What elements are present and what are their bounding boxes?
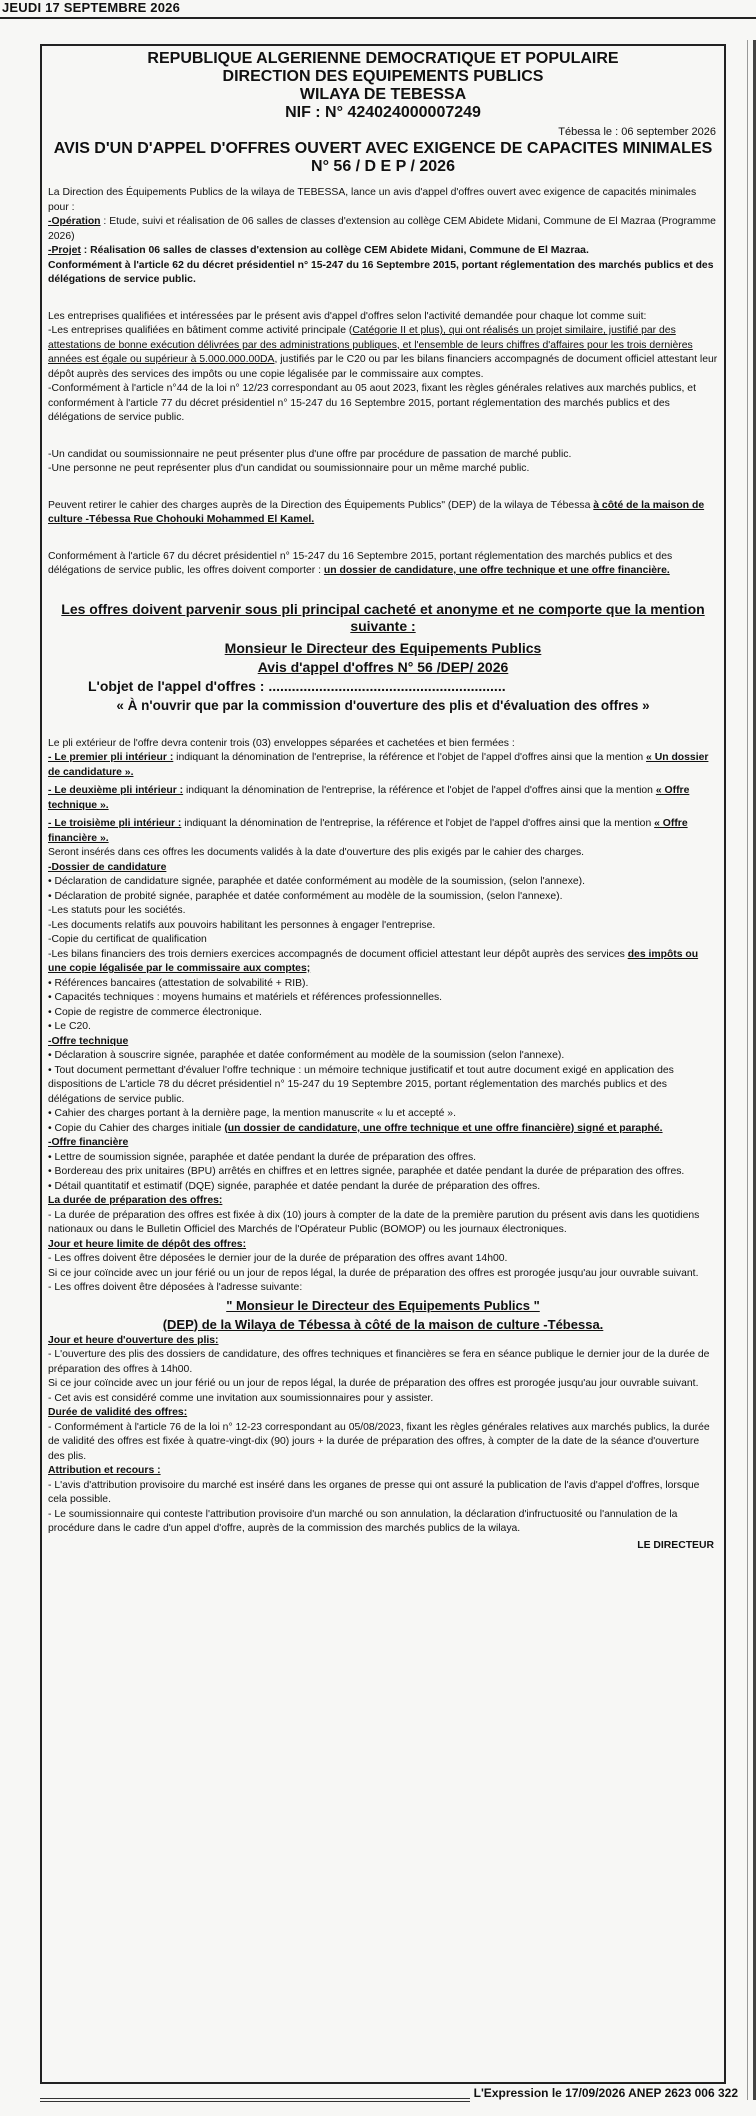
attribution-label: Attribution et recours :: [48, 1465, 161, 1476]
copie-cahier-a: • Copie du Cahier des charges initiale: [48, 1122, 225, 1134]
inseres: Seront insérés dans ces offres les documents validés à la date d'ouverture des plis exigés par le cahier des charges.: [48, 847, 585, 858]
jour-depot-text: - Les offres doivent être déposées le dernier jour de la durée de préparation des offres avant 14h00.: [48, 1253, 508, 1264]
pli2-text: indiquant la dénomination de l'entreprise, la référence et l'objet de l'appel d'offres ainsi que la mention: [183, 785, 656, 796]
header-direction: DIRECTION DES EQUIPEMENTS PUBLICS: [222, 68, 544, 85]
pli1-text: indiquant la dénomination de l'entreprise, la référence et l'objet de l'appel d'offres ainsi que la mention: [173, 752, 647, 763]
dossier-label: -Dossier de candidature: [48, 861, 167, 873]
conformement-62: Conformément à l'article 62 du décret présidentiel n° 15-247 du 16 Septembre 2015, portant réglementation des marchés publics et des délégations de service public.: [48, 259, 714, 285]
conformement-67-a: Conformément à l'article 67 du décret présidentiel n° 15-247 du 16 Septembre 2015, portant réglementation des marchés publics et des délégations de service public, les offres doivent comporter :: [48, 550, 673, 576]
entreprises-paragraph: [48, 324, 718, 382]
retirer-paragraph: [48, 499, 718, 528]
notice-title: AVIS D'UN D'APPEL D'OFFRES OUVERT AVEC EXIGENCE DE CAPACITES MINIMALES N° 56 / D E P / 2026: [53, 140, 713, 175]
financiere-item-1: • Lettre de soumission signée, paraphée et datée pendant la durée de préparation des offres.: [48, 1151, 477, 1163]
ouverture-label: Jour et heure d'ouverture des plis:: [48, 1334, 219, 1346]
conformement-67: [48, 550, 718, 579]
dossier-item-6: • Références bancaires (attestation de solvabilité + RIB).: [48, 977, 309, 989]
financiere-label: -Offre financière: [48, 1137, 129, 1148]
retirer-a: Peuvent retirer le cahier des charges auprès de la Direction des Équipements Publics" (DEP) de la wilaya de Tébessa: [48, 499, 594, 511]
pli3: [48, 817, 718, 846]
entreprises-intro: Les entreprises qualifiées et intéressées par le présent avis d'appel d'offres selon l'activité demandée pour chaque lot comme suit:: [48, 310, 647, 322]
bilans-paragraph: [48, 948, 718, 977]
newspaper-date: JEUDI 17 SEPTEMBRE 2026: [2, 0, 181, 15]
top-rule: [0, 17, 756, 19]
technique-item-3: • Cahier des charges portant à la dernière page, la mention manuscrite « lu et accepté ».: [48, 1108, 456, 1119]
ferie-1: Si ce jour coïncide avec un jour férié ou un jour de repos légal, la durée de préparation des offres est prorogée jusqu'au jour ouvrable suivant.: [48, 1267, 699, 1279]
pli3-text: indiquant la dénomination de l'entreprise, la référence et l'objet de l'appel d'offres ainsi que la mention: [181, 818, 655, 829]
pli3-mention: « Offre financière ».: [48, 818, 688, 844]
intro-paragraph: La Direction des Équipements Publics de la wilaya de TEBESSA, lance un avis d'appel d'offres ouvert avec exigence de capacités minimales pour :: [48, 187, 697, 213]
technique-label: -Offre technique: [48, 1035, 129, 1047]
monsieur-directeur: Monsieur le Directeur des Equipements Publics: [224, 639, 542, 656]
pli-exterieur: Le pli extérieur de l'offre devra contenir trois (03) enveloppes séparées et cachetées et bien fermées :: [48, 737, 515, 749]
financiere-item-2: • Bordereau des prix unitaires (BPU) arrêtés en chiffres et en lettres signée, paraphée et datée pendant la durée de préparation des offres.: [48, 1166, 685, 1177]
entreprises-a: -Les entreprises qualifiées en bâtiment comme activité principale (: [48, 325, 353, 336]
signature: LE DIRECTEUR: [637, 1539, 714, 1551]
copie-cahier-b: (un dossier de candidature, une offre technique et une offre financière) signé et paraphé.: [224, 1122, 663, 1134]
date-place: Tébessa le : 06 september 2026: [558, 126, 716, 138]
conformement-44: -Conformément à l'article n°44 de la loi n° 12/23 correspondant au 05 aout 2023, fixant les règles générales relatives aux marchés publics, et conformément à l'article 77 du décret présidentiel n° 15-247 du 16 Septembre 2015, portant réglementation des marchés publics et des délégations de service public.: [48, 383, 696, 423]
copie-cahier: [48, 1122, 718, 1137]
validite-label: Durée de validité des offres:: [48, 1407, 188, 1418]
dossier-item-7: • Capacités techniques : moyens humains et matériels et références professionnelles.: [48, 992, 443, 1003]
dossier-item-1: • Déclaration de candidature signée, paraphée et datée conformément au modèle de la soumission, (selon l'annexe).: [48, 876, 586, 887]
entreprises-b: Catégorie II et plus), qui ont réalisés un projet similaire, justifié par des attestations de bonne exécution délivrées par des administrations publiques, et l'ensemble de leurs chiffres d'affaires pour les trois dernières années est égale ou supérieur à 5.000.000.00DA: [48, 325, 693, 365]
bilans-a: -Les bilans financiers des trois derniers exercices accompagnés de document officiel attestant leur dépôt auprès des services: [48, 948, 628, 960]
ferie-2: Si ce jour coïncide avec un jour férié ou un jour de repos légal, la durée de préparation des offres est prorogée jusqu'au jour ouvrable suivant.: [48, 1378, 699, 1389]
offres-parvenir: Les offres doivent parvenir sous pli principal cacheté et anonyme et ne comporte que la mention suivante :: [61, 600, 705, 634]
right-column-rule-thin: [747, 40, 748, 2100]
bilans-b: des impôts ou une copie légalisée par le commissaire aux comptes;: [48, 948, 699, 974]
notice-content: [46, 50, 720, 1553]
header-nif: NIF : N° 424024000007249: [285, 104, 481, 121]
contestation-text: - Le soumissionnaire qui conteste l'attribution provisoire d'un marché ou son annulation, la déclaration d'infructuosité ou l'annulation de la procédure dans le cadre d'un appel d'offre, auprès de la commission des marchés publics de la wilaya.: [48, 1508, 678, 1534]
candidat-unique: -Un candidat ou soumissionnaire ne peut présenter plus d'une offre par procédure de passation de marché public.: [48, 448, 572, 460]
duree-label: La durée de préparation des offres:: [48, 1195, 223, 1206]
operation-text: : Etude, suivi et réalisation de 06 salles de classes d'extension au collège CEM Abidete Midani, Commune de El Mazraa (Programme 2026): [48, 216, 716, 242]
dossier-item-5: -Copie du certificat de qualification: [48, 934, 207, 945]
a-nouvrir: « À n'ouvrir que par la commission d'ouverture des plis et d'évaluation des offres »: [116, 697, 650, 713]
adresse-line-2: (DEP) de la Wilaya de Tébessa à côté de la maison de culture -Tébessa.: [162, 1316, 604, 1332]
dossier-item-2: • Déclaration de probité signée, paraphée et datée conformément au modèle de la soumission, (selon l'annexe).: [48, 890, 563, 902]
financiere-item-3: • Détail quantitatif et estimatif (DQE) signée, paraphée et datée pendant la durée de préparation des offres.: [48, 1180, 541, 1192]
footer-rule: [40, 2098, 470, 2102]
validite-text: - Conformément à l'article 76 de la loi n° 12-23 correspondant au 05/08/2023, fixant les règles générales relatives aux marchés publics, la durée de validité des offres est fixée à quatre-vingt-dix (90) jours + la durée de préparation des offres, à compter de la date de la séance d'ouverture des plis.: [48, 1421, 710, 1462]
dossier-item-3: -Les statuts pour les sociétés.: [48, 905, 186, 916]
projet-paragraph: [48, 244, 718, 259]
operation-label: -Opération: [48, 216, 101, 227]
pli2: [48, 784, 718, 813]
personne-unique: -Une personne ne peut représenter plus d'un candidat ou soumissionnaire pour un même marché public.: [48, 463, 530, 474]
invitation: - Cet avis est considéré comme une invitation aux soumissionnaires pour y assister.: [48, 1392, 434, 1404]
entreprises-c: , justifiés par le C20 ou par les bilans financiers accompagnés de document officiel attestant leur dépôt auprès des services des impôts ou une copie légalisée par le commissaire aux comptes.: [48, 354, 718, 380]
dossier-item-8: • Copie de registre de commerce électronique.: [48, 1006, 262, 1018]
footer-publication: L'Expression le 17/09/2026 ANEP 2623 006 322: [473, 2086, 738, 2100]
pli3-label: - Le troisième pli intérieur :: [48, 818, 182, 829]
adresse-intro: - Les offres doivent être déposées à l'adresse suivante:: [48, 1282, 303, 1293]
ouverture-text: - L'ouverture des plis des dossiers de candidature, des offres techniques et financières se fera en séance publique le dernier jour de la durée de préparation des offres à 14h00.: [48, 1349, 710, 1375]
avis-ref: Avis d'appel d'offres N° 56 /DEP/ 2026: [257, 658, 509, 675]
operation-paragraph: [48, 215, 718, 244]
duree-text: - La durée de préparation des offres est fixée à dix (10) jours à compter de la date de la première parution du présent avis dans les quotidiens nationaux ou dans le Bulletin Officiel des Marchés de l'Opérateur Public (BOMOP) ou les journaux électroniques.: [48, 1209, 700, 1235]
pli1-label: - Le premier pli intérieur :: [48, 752, 174, 763]
pli1-mention: « Un dossier de candidature ».: [48, 752, 709, 778]
pli2-label: - Le deuxième pli intérieur :: [48, 785, 184, 796]
dossier-item-4: -Les documents relatifs aux pouvoirs habilitant les personnes à engager l'entreprise.: [48, 919, 436, 931]
objet-line: L'objet de l'appel d'offres : .............................................................: [88, 677, 506, 694]
dossier-item-9: • Le C20.: [48, 1021, 91, 1032]
retirer-b: à côté de la maison de culture -Tébessa Rue Chohouki Mohammed El Kamel.: [48, 499, 705, 525]
technique-item-2: • Tout document permettant d'évaluer l'offre technique : un mémoire technique justificatif et tout autre document exigé en application des dispositions de L'article 78 du décret présidentiel n° 15-247 du 19 Septembre 2015, portant réglementation des marchés publics et des délégations de service public.: [48, 1064, 674, 1105]
adresse-line-1: " Monsieur le Directeur des Equipements Publics ": [226, 1297, 540, 1313]
pli1: [48, 751, 718, 780]
projet-label: -Projet: [48, 245, 81, 256]
technique-item-1: • Déclaration à souscrire signée, paraphée et datée conformément au modèle de la soumission (selon l'annexe).: [48, 1050, 565, 1061]
attribution-text: - L'avis d'attribution provisoire du marché est inséré dans les organes de presse qui ont assuré la publication de l'avis d'appel d'offres, lorsque cela possible.: [48, 1479, 700, 1505]
header-republic: REPUBLIQUE ALGERIENNE DEMOCRATIQUE ET POPULAIRE: [147, 50, 619, 67]
projet-text: : Réalisation 06 salles de classes d'extension au collège CEM Abidete Midani, Commune de El Mazraa.: [80, 245, 589, 256]
notice-body: [46, 186, 720, 1553]
conformement-67-b: un dossier de candidature, une offre technique et une offre financière.: [323, 565, 670, 576]
header-wilaya: WILAYA DE TEBESSA: [299, 86, 467, 103]
jour-depot-label: Jour et heure limite de dépôt des offres:: [48, 1238, 247, 1250]
pli2-mention: « Offre technique ».: [48, 785, 690, 811]
